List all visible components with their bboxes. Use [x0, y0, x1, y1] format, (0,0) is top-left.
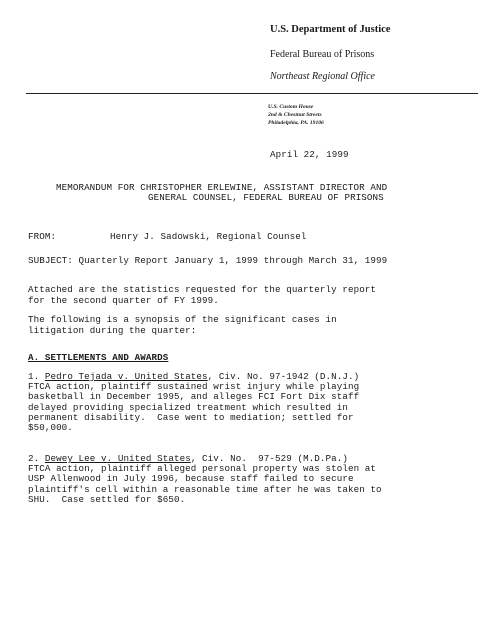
bureau-name: Federal Bureau of Prisons: [270, 49, 375, 60]
case-text-line: FTCA action, plaintiff sustained wrist injury while playing: [28, 381, 360, 393]
case-entry: [28, 454, 468, 505]
regional-office: Northeast Regional Office: [270, 71, 375, 82]
case-text-line: permanent disability. Case went to mediation; settled for: [28, 411, 354, 423]
case-number: 1.: [28, 371, 40, 382]
from-label: FROM:: [28, 231, 57, 242]
case-text-line: FTCA action, plaintiff alleged personal property was stolen at: [28, 463, 377, 475]
case-name: Pedro Tejada v. United States: [44, 371, 208, 382]
address-line: 2nd & Chestnut Streets: [268, 112, 322, 118]
case-citation: , Civ. No. 97-1942 (D.N.J.): [207, 371, 360, 382]
intro-paragraph-line: litigation during the quarter:: [28, 325, 197, 336]
memo-date: April 22, 1999: [270, 149, 349, 160]
case-text-line: plaintiff's cell within a reasonable time after he was taken to: [28, 483, 382, 495]
case-text-line: SHU. Case settled for $650.: [28, 493, 186, 505]
case-text-line: $50,000.: [28, 421, 73, 433]
intro-paragraph-line: Attached are the statistics requested for the quarterly report: [28, 284, 377, 295]
case-number: 2.: [28, 453, 40, 464]
address-line: U.S. Custom House: [268, 104, 314, 110]
section-heading: A. SETTLEMENTS AND AWARDS: [28, 352, 169, 363]
intro-paragraph-line: for the second quarter of FY 1999.: [28, 295, 219, 306]
subject-line: SUBJECT: Quarterly Report January 1, 1999 through March 31, 1999: [28, 255, 388, 266]
memo-recipient-line: MEMORANDUM FOR CHRISTOPHER ERLEWINE, ASSISTANT DIRECTOR AND: [56, 182, 388, 193]
case-name: Dewey Lee v. United States: [44, 453, 191, 464]
case-entry: [28, 372, 468, 433]
memo-recipient-line: GENERAL COUNSEL, FEDERAL BUREAU OF PRISONS: [148, 192, 384, 203]
agency-name: U.S. Department of Justice: [270, 24, 391, 35]
case-text-line: basketball in December 1995, and alleges FCI Fort Dix staff: [28, 391, 360, 403]
letterhead-rule: [26, 93, 478, 94]
case-text-line: USP Allenwood in July 1996, because staff failed to secure: [28, 473, 354, 485]
case-text-line: delayed providing specialized treatment which resulted in: [28, 401, 348, 413]
address-line: Philadelphia, PA. 19106: [268, 120, 324, 126]
case-citation: , Civ. No. 97-529 (M.D.Pa.): [190, 453, 348, 464]
from-value: Henry J. Sadowski, Regional Counsel: [110, 231, 307, 242]
intro-paragraph-line: The following is a synopsis of the significant cases in: [28, 314, 337, 325]
